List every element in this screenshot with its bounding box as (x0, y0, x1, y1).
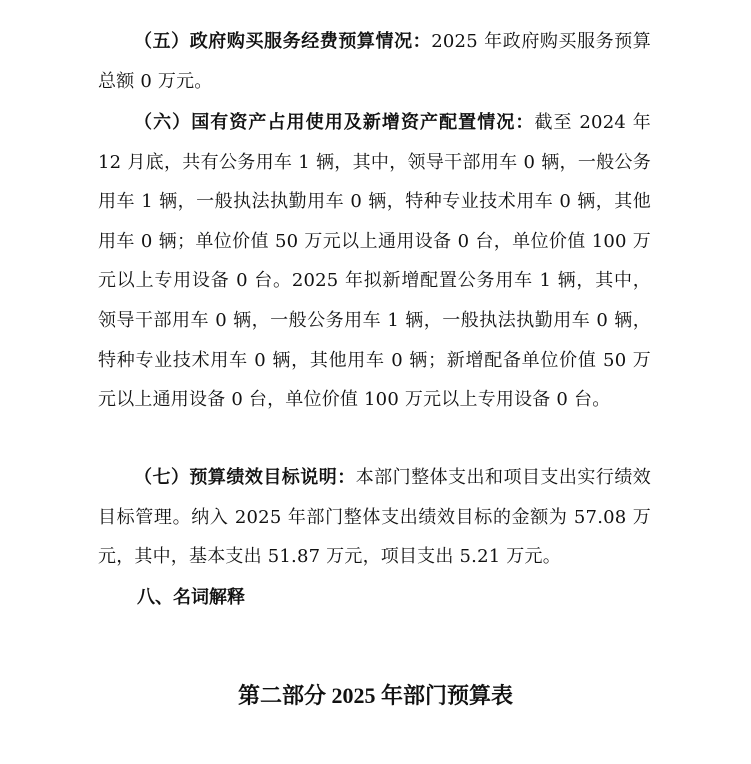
section-seven-heading: （七）预算绩效目标说明： (134, 467, 356, 488)
section-six-heading: （六）国有资产占用使用及新增资产配置情况： (134, 112, 535, 133)
section-seven-paragraph (98, 458, 651, 577)
section-five-heading: （五）政府购买服务经费预算情况： (134, 31, 432, 52)
section-six-paragraph (98, 103, 651, 420)
section-six-body: 截至 2024 年 12 月底，共有公务用车 1 辆，其中，领导干部用车 0 辆，一般公务用车 1 辆，一般执法执勤用车 0 辆，特种专业技术用车 0 辆，其他用车 0 辆；单位价值 50 万元以上通用设备 0 台，单位价值 100 万元以上专用设备 0 台。2025 年拟新增配置公务用车 1 辆，其中，领导干部用车 0 辆，一般公务用车 1 辆，一般执法执勤用车 0 辆，特种专业技术用车 0 辆，其他用车 0 辆；新增配备单位价值 50 万元以上通用设备 0 台，单位价值 100 万元以上专用设备 0 台。 (98, 112, 651, 411)
section-eight-heading: 八、名词解释 (137, 587, 245, 608)
section-seven-body: 本部门整体支出和项目支出实行绩效目标管理。纳入 2025 年部门整体支出绩效目标的金额为 57.08 万元，其中，基本支出 51.87 万元，项目支出 5.21 万元。 (98, 467, 651, 568)
section-five-paragraph (98, 22, 651, 101)
section-five-body: 2025 年政府购买服务预算总额 0 万元。 (98, 31, 651, 92)
part-two-title: 第二部分 2025 年部门预算表 (237, 683, 513, 708)
